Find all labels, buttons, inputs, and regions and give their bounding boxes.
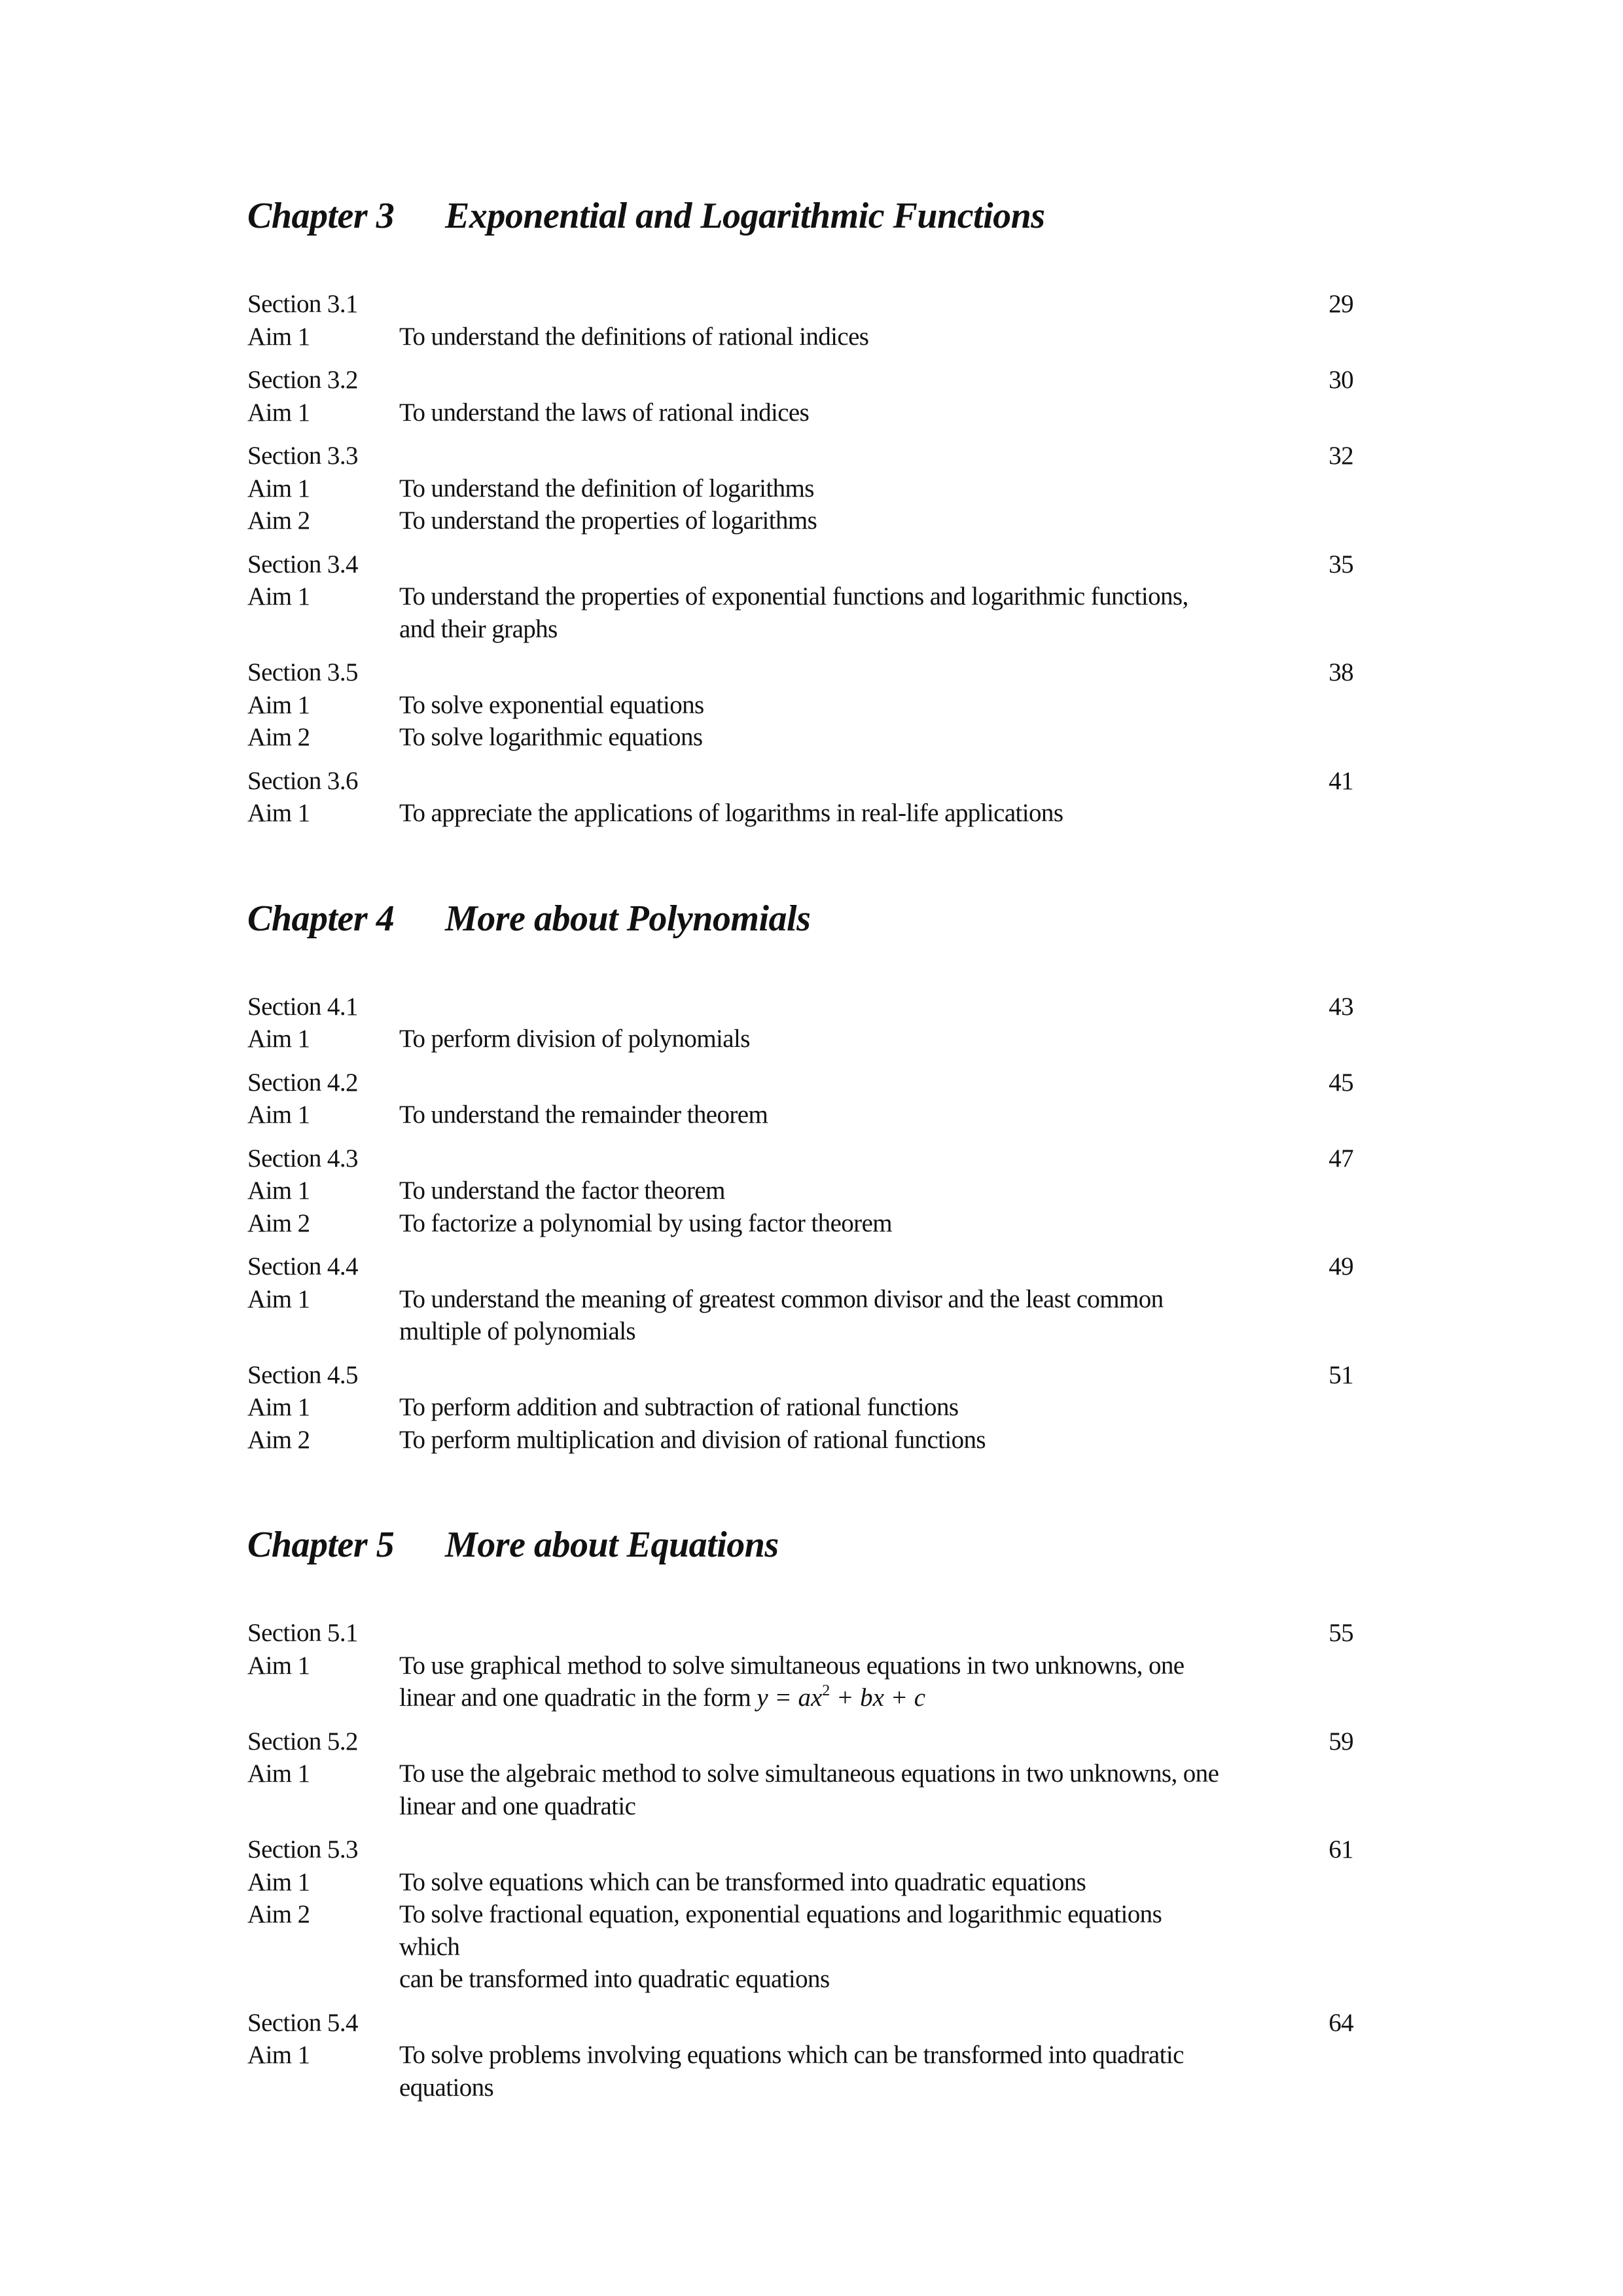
- aim-text: To perform addition and subtraction of rational functions: [399, 1393, 959, 1421]
- table-of-contents: [247, 190, 1353, 2166]
- aim-label: Aim 1: [247, 1759, 310, 1788]
- aim-text: To understand the definition of logarithms: [399, 474, 814, 503]
- page-number: 29: [1329, 290, 1353, 318]
- page-number: 32: [1329, 442, 1353, 470]
- aim-text-continued: and their graphs: [399, 614, 558, 643]
- section-label: Section 5.1: [247, 1619, 358, 1647]
- page-number: 61: [1329, 1835, 1353, 1863]
- section-label: Section 4.5: [247, 1360, 358, 1389]
- aim-text: To perform division of polynomials: [399, 1025, 750, 1053]
- aim-row: [247, 1424, 1353, 1457]
- aim-label: Aim 1: [247, 1101, 310, 1129]
- section-label: Section 5.2: [247, 1727, 358, 1756]
- section-label: Section 3.5: [247, 658, 358, 686]
- aim-label: Aim 1: [247, 1284, 310, 1313]
- aim-row: [247, 1023, 1353, 1055]
- page-number: 64: [1329, 2008, 1353, 2037]
- aim-row-continued: [247, 1963, 1353, 1996]
- page-number: 43: [1329, 992, 1353, 1021]
- section-label: Section 4.3: [247, 1144, 358, 1173]
- aim-label: Aim 1: [247, 1651, 310, 1680]
- section-3-5: [247, 656, 1353, 754]
- aim-row: [247, 1866, 1353, 1899]
- section-4-3: [247, 1142, 1353, 1240]
- section-label: Section 3.4: [247, 550, 358, 578]
- section-label: Section 4.2: [247, 1068, 358, 1097]
- aim-row: [247, 2039, 1353, 2072]
- aim-row: [247, 1898, 1353, 1963]
- aim-row-continued: [247, 1682, 1353, 1714]
- aim-text: To understand the laws of rational indices: [399, 398, 810, 427]
- section-3-6: [247, 765, 1353, 830]
- section-label: Section 3.6: [247, 766, 358, 795]
- aim-row-continued: [247, 2072, 1353, 2104]
- aim-text: To perform multiplication and division of rational functions: [399, 1425, 986, 1454]
- aim-text-continued: equations: [399, 2073, 494, 2102]
- aim-row: [247, 1650, 1353, 1682]
- aim-row: [247, 797, 1353, 830]
- page-number: 49: [1329, 1252, 1353, 1280]
- aim-text: To use graphical method to solve simultaneous equations in two unknowns, one: [399, 1651, 1185, 1680]
- aim-row: [247, 1099, 1353, 1131]
- aim-label: Aim 2: [247, 723, 310, 751]
- chapter-title: Exponential and Logarithmic Functions: [445, 196, 1045, 236]
- section-3-2: [247, 364, 1353, 429]
- section-label: Section 5.3: [247, 1835, 358, 1863]
- section-4-4: [247, 1250, 1353, 1348]
- page-number: 55: [1329, 1619, 1353, 1647]
- page-number: 47: [1329, 1144, 1353, 1173]
- aim-row: [247, 1174, 1353, 1207]
- section-5-2: [247, 1725, 1353, 1823]
- chapter-title: More about Polynomials: [445, 898, 811, 939]
- aim-label: Aim 1: [247, 1393, 310, 1421]
- aim-text: To appreciate the applications of logarithms in real-life applications: [399, 799, 1063, 827]
- page-number: 51: [1329, 1360, 1353, 1389]
- aim-row: [247, 689, 1353, 722]
- chapter-number: Chapter 5: [247, 1525, 395, 1565]
- aim-label: Aim 1: [247, 1176, 310, 1205]
- page-number: 59: [1329, 1727, 1353, 1756]
- section-label: Section 4.4: [247, 1252, 358, 1280]
- aim-row-continued: [247, 613, 1353, 646]
- aim-label: Aim 2: [247, 506, 310, 535]
- chapter-number: Chapter 4: [247, 898, 395, 939]
- chapter-heading: [247, 190, 1353, 242]
- section-4-5: [247, 1359, 1353, 1457]
- aim-text-continued: linear and one quadratic: [399, 1792, 636, 1820]
- aim-text: To understand the meaning of greatest common divisor and the least common: [399, 1284, 1164, 1313]
- aim-label: Aim 1: [247, 2041, 310, 2069]
- aim-text: To solve problems involving equations which can be transformed into quadratic: [399, 2041, 1184, 2069]
- aim-label: Aim 1: [247, 474, 310, 503]
- section-label: Section 4.1: [247, 992, 358, 1021]
- aim-label: Aim 1: [247, 1867, 310, 1896]
- chapter-number: Chapter 3: [247, 196, 395, 236]
- aim-text-continued: multiple of polynomials: [399, 1317, 636, 1345]
- chapter-heading: [247, 892, 1353, 945]
- aim-text: To understand the properties of exponential functions and logarithmic functions,: [399, 582, 1188, 610]
- aim-label: Aim 1: [247, 1025, 310, 1053]
- chapter-3: [247, 190, 1353, 830]
- chapter-title: More about Equations: [445, 1525, 779, 1565]
- aim-label: Aim 1: [247, 322, 310, 351]
- aim-row: [247, 1757, 1353, 1790]
- section-4-1: [247, 991, 1353, 1055]
- aim-text: To solve fractional equation, exponential equations and logarithmic equations which: [399, 1900, 1162, 1961]
- aim-row: [247, 504, 1353, 537]
- chapter-heading: [247, 1519, 1353, 1571]
- aim-row: [247, 1283, 1353, 1316]
- aim-label: Aim 2: [247, 1900, 310, 1928]
- section-5-4: [247, 2007, 1353, 2104]
- page-number: 45: [1329, 1068, 1353, 1097]
- aim-text: To understand the factor theorem: [399, 1176, 725, 1205]
- aim-text: To solve logarithmic equations: [399, 723, 703, 751]
- aim-label: Aim 1: [247, 398, 310, 427]
- aim-label: Aim 2: [247, 1425, 310, 1454]
- aim-text: To understand the definitions of rational indices: [399, 322, 869, 351]
- section-label: Section 3.3: [247, 442, 358, 470]
- aim-row: [247, 721, 1353, 754]
- aim-label: Aim 1: [247, 582, 310, 610]
- aim-row-continued: [247, 1790, 1353, 1823]
- aim-label: Aim 1: [247, 690, 310, 719]
- aim-text-continued: linear and one quadratic in the form: [399, 1684, 757, 1712]
- aim-row: [247, 397, 1353, 429]
- page-number: 30: [1329, 366, 1353, 394]
- aim-row: [247, 1391, 1353, 1424]
- aim-text: To use the algebraic method to solve simultaneous equations in two unknowns, one: [399, 1759, 1219, 1788]
- section-4-2: [247, 1067, 1353, 1131]
- section-label: Section 3.2: [247, 366, 358, 394]
- page-number: 38: [1329, 658, 1353, 686]
- aim-label: Aim 2: [247, 1209, 310, 1237]
- aim-text: To solve exponential equations: [399, 690, 704, 719]
- chapter-5: [247, 1519, 1353, 2104]
- aim-text-continued: can be transformed into quadratic equations: [399, 1965, 830, 1993]
- quadratic-formula: $y = ax^2$ + bx + c: [757, 1682, 926, 1712]
- page-number: 41: [1329, 766, 1353, 795]
- aim-text: To understand the remainder theorem: [399, 1101, 768, 1129]
- aim-text: To solve equations which can be transformed into quadratic equations: [399, 1867, 1086, 1896]
- page-number: 35: [1329, 550, 1353, 578]
- aim-text: To understand the properties of logarithms: [399, 506, 817, 535]
- aim-text: To factorize a polynomial by using factor theorem: [399, 1209, 893, 1237]
- chapter-4: [247, 892, 1353, 1457]
- aim-row-continued: [247, 1315, 1353, 1348]
- section-label: Section 5.4: [247, 2008, 358, 2037]
- aim-row: [247, 321, 1353, 353]
- aim-row: [247, 472, 1353, 505]
- aim-row: [247, 580, 1353, 613]
- aim-label: Aim 1: [247, 799, 310, 827]
- aim-row: [247, 1207, 1353, 1240]
- section-label: Section 3.1: [247, 290, 358, 318]
- section-3-3: [247, 440, 1353, 537]
- section-5-3: [247, 1833, 1353, 1996]
- section-3-4: [247, 548, 1353, 646]
- section-5-1: [247, 1617, 1353, 1714]
- section-3-1: [247, 288, 1353, 353]
